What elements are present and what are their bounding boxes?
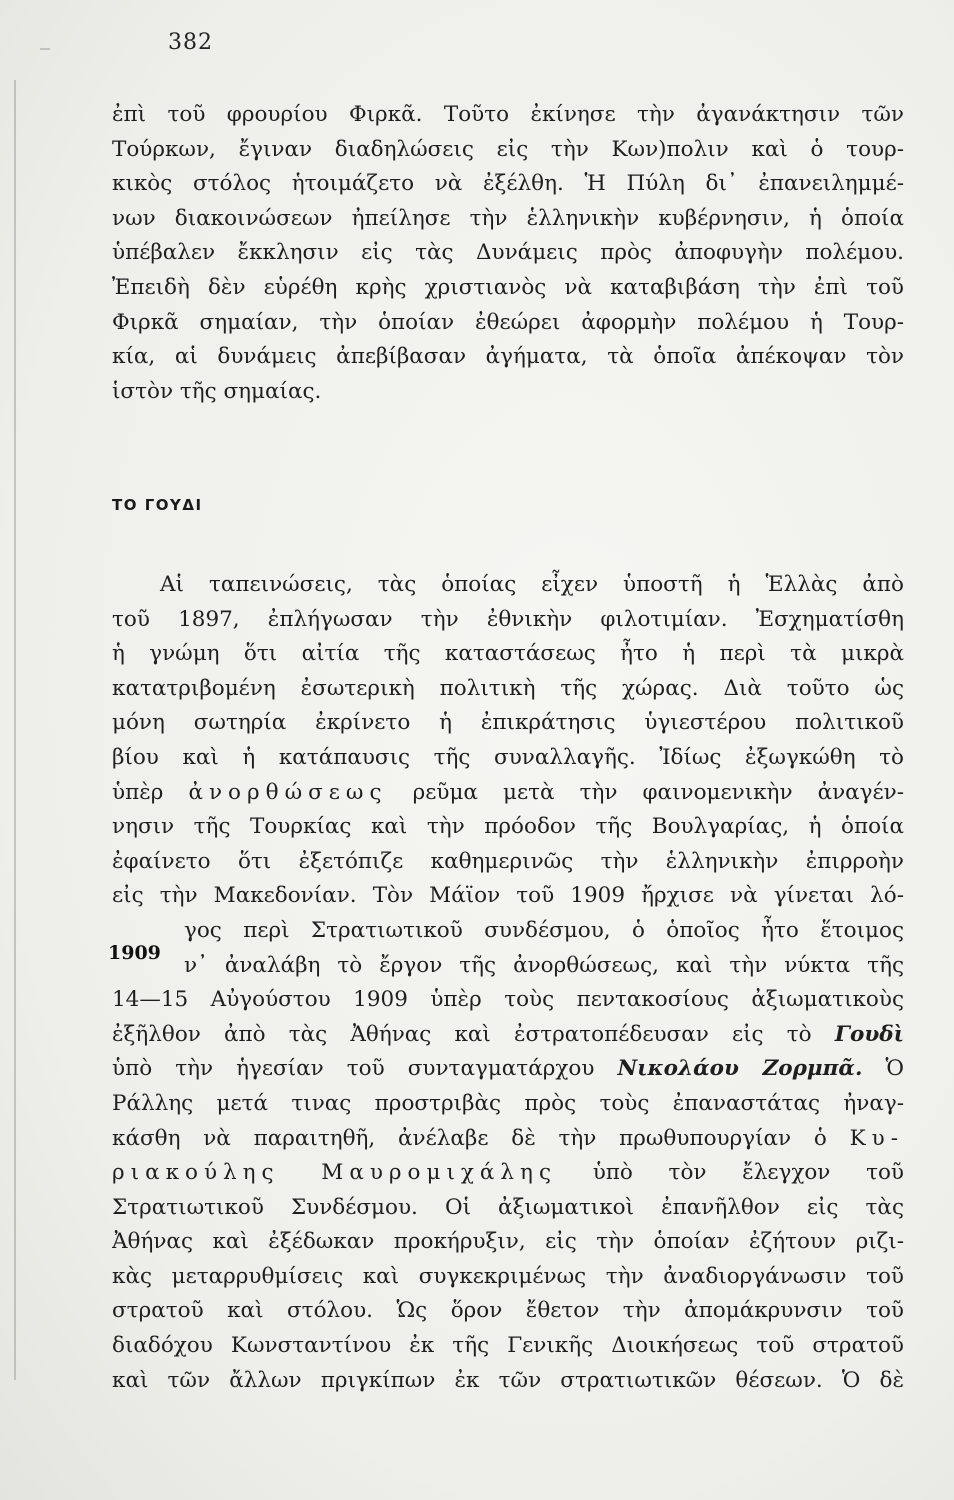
text-line: Τούρκων, ἔγιναν διαδηλώσεις εἰς τὴν Κων)πολιν καὶ ὁ τουρ- (112, 136, 904, 162)
text-line: μόνη σωτηρία ἐκρίνετο ἡ ἐπικράτησις ὑγιεστέρου πολιτικοῦ (112, 710, 904, 736)
text-line: διαδόχου Κωνσταντίνου ἐκ τῆς Γενικῆς Διοικήσεως τοῦ στρατοῦ (112, 1333, 904, 1359)
text-line: Φιρκᾶ σημαίαν, τὴν ὁποίαν ἐθεώρει ἀφορμὴν πολέμου ἡ Τουρ- (112, 309, 904, 335)
text-line: Ἀθήνας καὶ ἐξέδωκαν προκήρυξιν, εἰς τὴν ὁποίαν ἐζήτουν ριζι- (112, 1229, 904, 1255)
text-fragment: ὑπὸ τὸν ἔλεγχον τοῦ (592, 1160, 904, 1186)
spaced-name: ριακούλης Μαυρομιχάλης (112, 1160, 557, 1186)
text-line: κία, αἱ δυνάμεις ἀπεβίβασαν ἀγήματα, τὰ ὁποῖα ἀπέκοψαν τὸν (112, 344, 904, 370)
text-line: ὑπέβαλεν ἔκκλησιν εἰς τὰς Δυνάμεις πρὸς ἀποφυγὴν πολέμου. (112, 240, 904, 266)
text-line-mavromichalis (112, 1156, 904, 1191)
scan-edge-shadow (14, 80, 16, 1380)
section-heading: ΤΟ ΓΟΥΔΙ (112, 496, 203, 514)
text-line: γος περὶ Στρατιωτικοῦ συνδέσμου, ὁ ὁποῖος ἦτο ἕτοιμος (184, 917, 904, 943)
text-fragment: ρεῦμα μετὰ τὴν φαινομενικὴν ἀναγέν- (412, 779, 904, 805)
text-line: εἰς τὴν Μακεδονίαν. Τὸν Μάϊον τοῦ 1909 ἤρχισε νὰ γίνεται λό- (112, 883, 904, 909)
page-number: 382 (168, 30, 213, 55)
text-line: Στρατιωτικοῦ Συνδέσμου. Οἱ ἀξιωματικοὶ ἐπανῆλθον εἰς τὰς (112, 1194, 904, 1220)
text-line: ἐπὶ τοῦ φρουρίου Φιρκᾶ. Τοῦτο ἐκίνησε τὴν ἀγανάκτησιν τῶν (112, 102, 904, 127)
text-line: 14—15 Αὐγούστου 1909 ὑπὲρ τοὺς πεντακοσίους ἀξιωματικοὺς (112, 987, 904, 1013)
text-line: κατατριβομένη ἐσωτερικὴ πολιτικὴ τῆς χώρας. Διὰ τοῦτο ὡς (112, 675, 904, 701)
margin-note-year: 1909 (108, 942, 161, 964)
text-line: κικὸς στόλος ἡτοιμάζετο νὰ ἐξέλθη. Ἡ Πύλη δι᾿ ἐπανειλημμέ- (112, 171, 904, 197)
paragraph-1 (112, 98, 904, 409)
text-fragment: ὑπὲρ (112, 779, 164, 805)
text-line: ἡ γνώμη ὅτι αἰτία τῆς καταστάσεως ἦτο ἡ περὶ τὰ μικρὰ (112, 641, 904, 667)
paragraph-2 (112, 568, 904, 1398)
text-line: ἱστὸν τῆς σημαίας. (112, 378, 322, 404)
text-line: στρατοῦ καὶ στόλου. Ὡς ὅρον ἔθετον τὴν ἀπομάκρυνσιν τοῦ (112, 1298, 904, 1324)
spaced-name: Κυ- (849, 1125, 904, 1151)
text-line: κὰς μεταρρυθμίσεις καὶ συγκεκριμένως τὴν ἀναδιοργάνωσιν τοῦ (112, 1263, 904, 1289)
text-fragment: ἐξῆλθον ἀπὸ τὰς Ἀθήνας καὶ ἐστρατοπέδευσαν εἰς τὸ (112, 1021, 812, 1047)
spaced-word: ἀνορθώσεως (188, 779, 388, 805)
text-line: καὶ τῶν ἄλλων πριγκίπων ἐκ τῶν στρατιωτικῶν θέσεων. Ὁ δὲ (112, 1367, 904, 1393)
scan-speck (40, 48, 50, 50)
text-line: Αἱ ταπεινώσεις, τὰς ὁποίας εἶχεν ὑποστῆ ἡ Ἑλλὰς ἀπὸ (160, 572, 904, 597)
text-fragment: κάσθη νὰ παραιτηθῆ, ἀνέλαβε δὲ τὴν πρωθυπουργίαν ὁ (112, 1125, 827, 1151)
text-fragment: ὑπὸ τὴν ἡγεσίαν τοῦ συνταγματάρχου (112, 1056, 595, 1082)
person-name-zorbas: Νικολάου Ζορμπᾶ. (617, 1056, 863, 1082)
text-line-zorbas (112, 1052, 904, 1087)
text-line: Ράλλης μετά τινας προστριβὰς πρὸς τοὺς ἐπαναστάτας ἠναγ- (112, 1090, 904, 1116)
place-name-goudi: Γουδὶ (834, 1021, 904, 1047)
text-line: νων διακοινώσεων ἠπείλησε τὴν ἑλληνικὴν κυβέρνησιν, ἡ ὁποία (112, 205, 904, 231)
text-line: βίου καὶ ἡ κατάπαυσις τῆς συναλλαγῆς. Ἰδίως ἐξωγκώθη τὸ (112, 744, 904, 770)
text-line: Ἐπειδὴ δὲν εὑρέθη κρὴς χριστιανὸς νὰ καταβιβάση τὴν ἐπὶ τοῦ (112, 274, 904, 300)
text-line-kyriakoulis (112, 1122, 904, 1157)
text-line: ν᾿ ἀναλάβη τὸ ἔργον τῆς ἀνορθώσεως, καὶ τὴν νύκτα τῆς (184, 952, 904, 978)
text-line: τοῦ 1897, ἐπλήγωσαν τὴν ἐθνικὴν φιλοτιμίαν. Ἐσχηματίσθη (112, 606, 904, 632)
text-line: ἐφαίνετο ὅτι ἐξετόπιζε καθημερινῶς τὴν ἑλληνικὴν ἐπιρροὴν (112, 848, 904, 874)
text-line: νησιν τῆς Τουρκίας καὶ τὴν πρόοδον τῆς Βουλγαρίας, ἡ ὁποία (112, 814, 904, 840)
text-line-emphasis (112, 776, 904, 811)
text-fragment: Ὁ (885, 1056, 904, 1082)
text-line-goudi (112, 1018, 904, 1053)
